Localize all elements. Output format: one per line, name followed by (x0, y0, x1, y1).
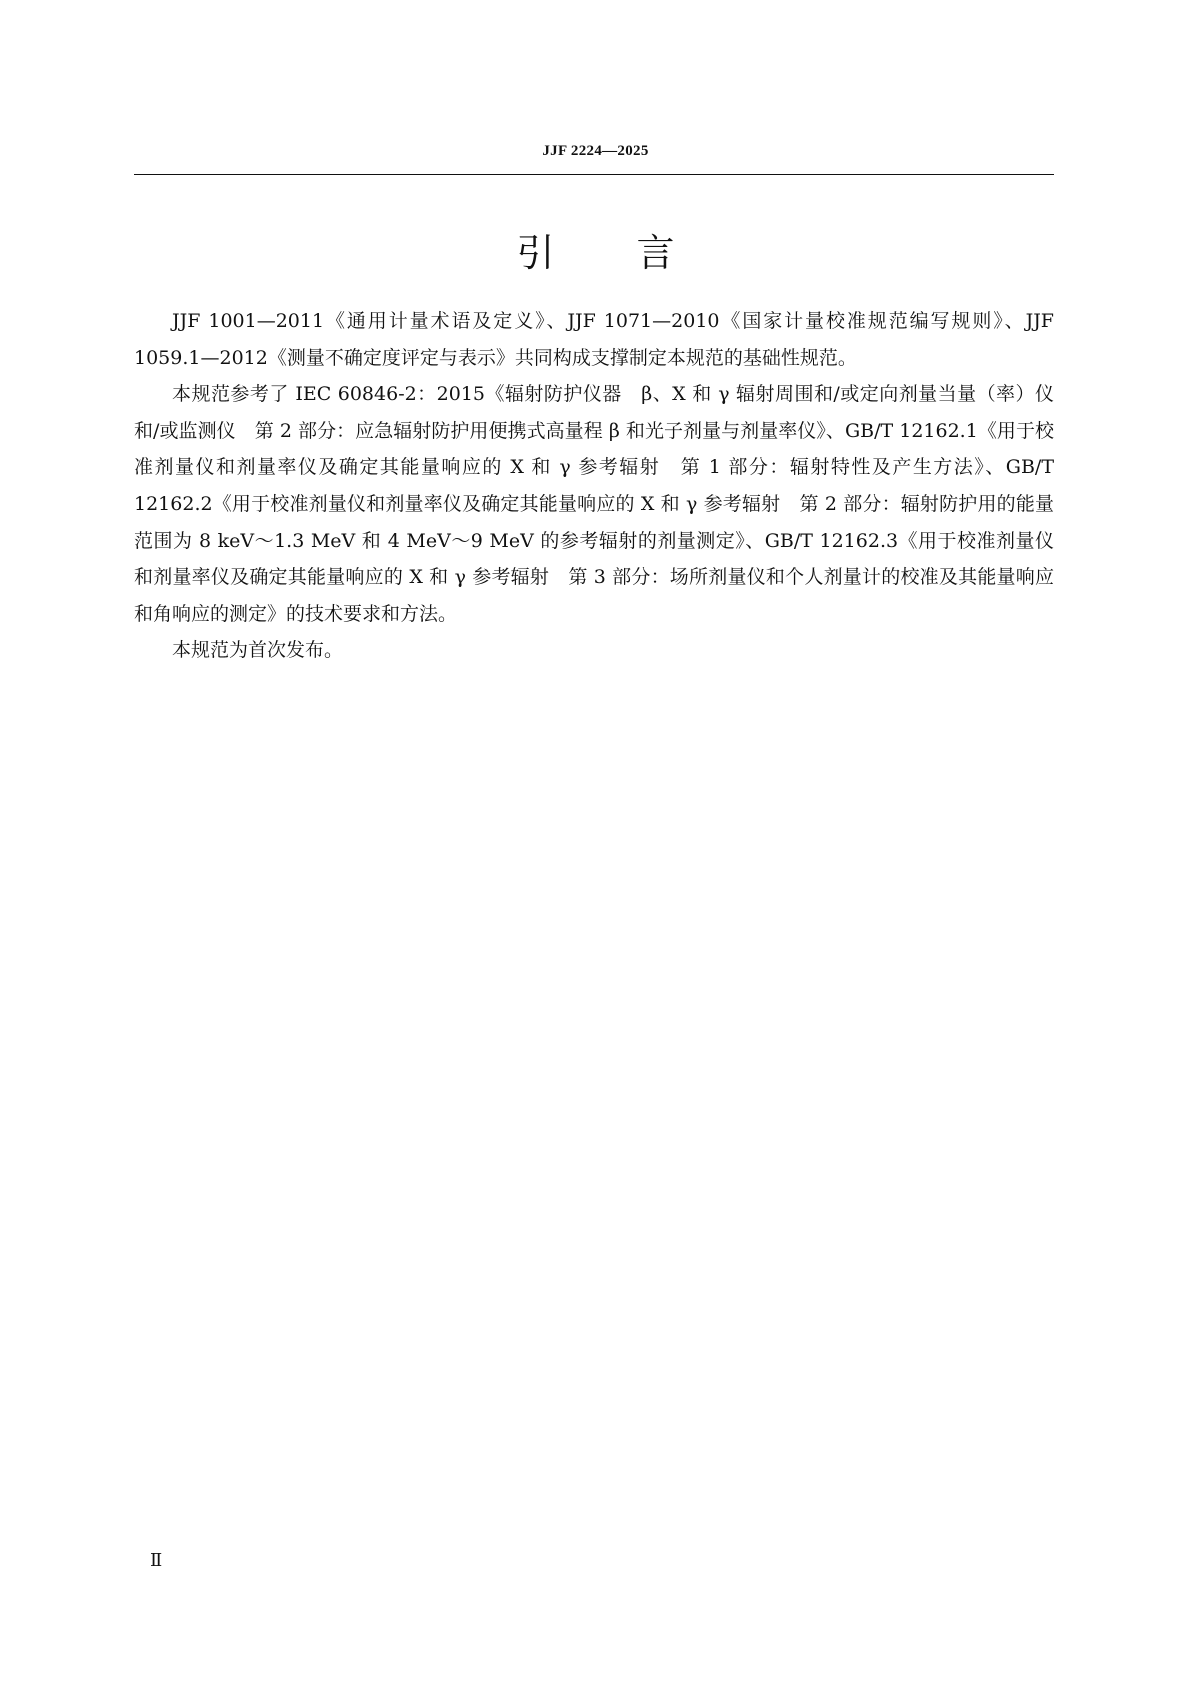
paragraph-referenced-specs: JJF 1001—2011《通用计量术语及定义》、JJF 1071—2010《国家计量校准规范编写规则》、JJF 1059.1—2012《测量不确定度评定与表示》共同构成支撑制定本规范的基础性规范。 (134, 310, 1054, 369)
section-title-char-2: 言 (636, 231, 675, 275)
section-title (0, 222, 1191, 277)
section-title-char-1: 引 (516, 231, 555, 275)
page-number: Ⅱ (150, 1550, 163, 1570)
header-divider (134, 174, 1054, 175)
paragraph-first-release: 本规范为首次发布。 (172, 639, 344, 662)
standard-code-header: JJF 2224—2025 (542, 143, 649, 159)
introduction-body (134, 303, 1054, 669)
paragraph-referenced-standards: 本规范参考了 IEC 60846-2：2015《辐射防护仪器 β、X 和 γ 辐射周围和/或定向剂量当量（率）仪和/或监测仪 第 2 部分：应急辐射防护用便携式高量程 β 和光子剂量与剂量率仪》、GB/T 12162.1《用于校准剂量仪和剂量率仪及确定其能量响应的 X 和 γ 参考辐射 第 1 部分：辐射特性及产生方法》、GB/T 12162.2《用于校准剂量仪和剂量率仪及确定其能量响应的 X 和 γ 参考辐射 第 2 部分：辐射防护用的能量范围为 8 keV～1.3 MeV 和 4 MeV～9 MeV 的参考辐射的剂量测定》、GB/T 12162.3《用于校准剂量仪和剂量率仪及确定其能量响应的 X 和 γ 参考辐射 第 3 部分：场所剂量仪和个人剂量计的校准及其能量响应和角响应的测定》的技术要求和方法。 (134, 383, 1054, 625)
